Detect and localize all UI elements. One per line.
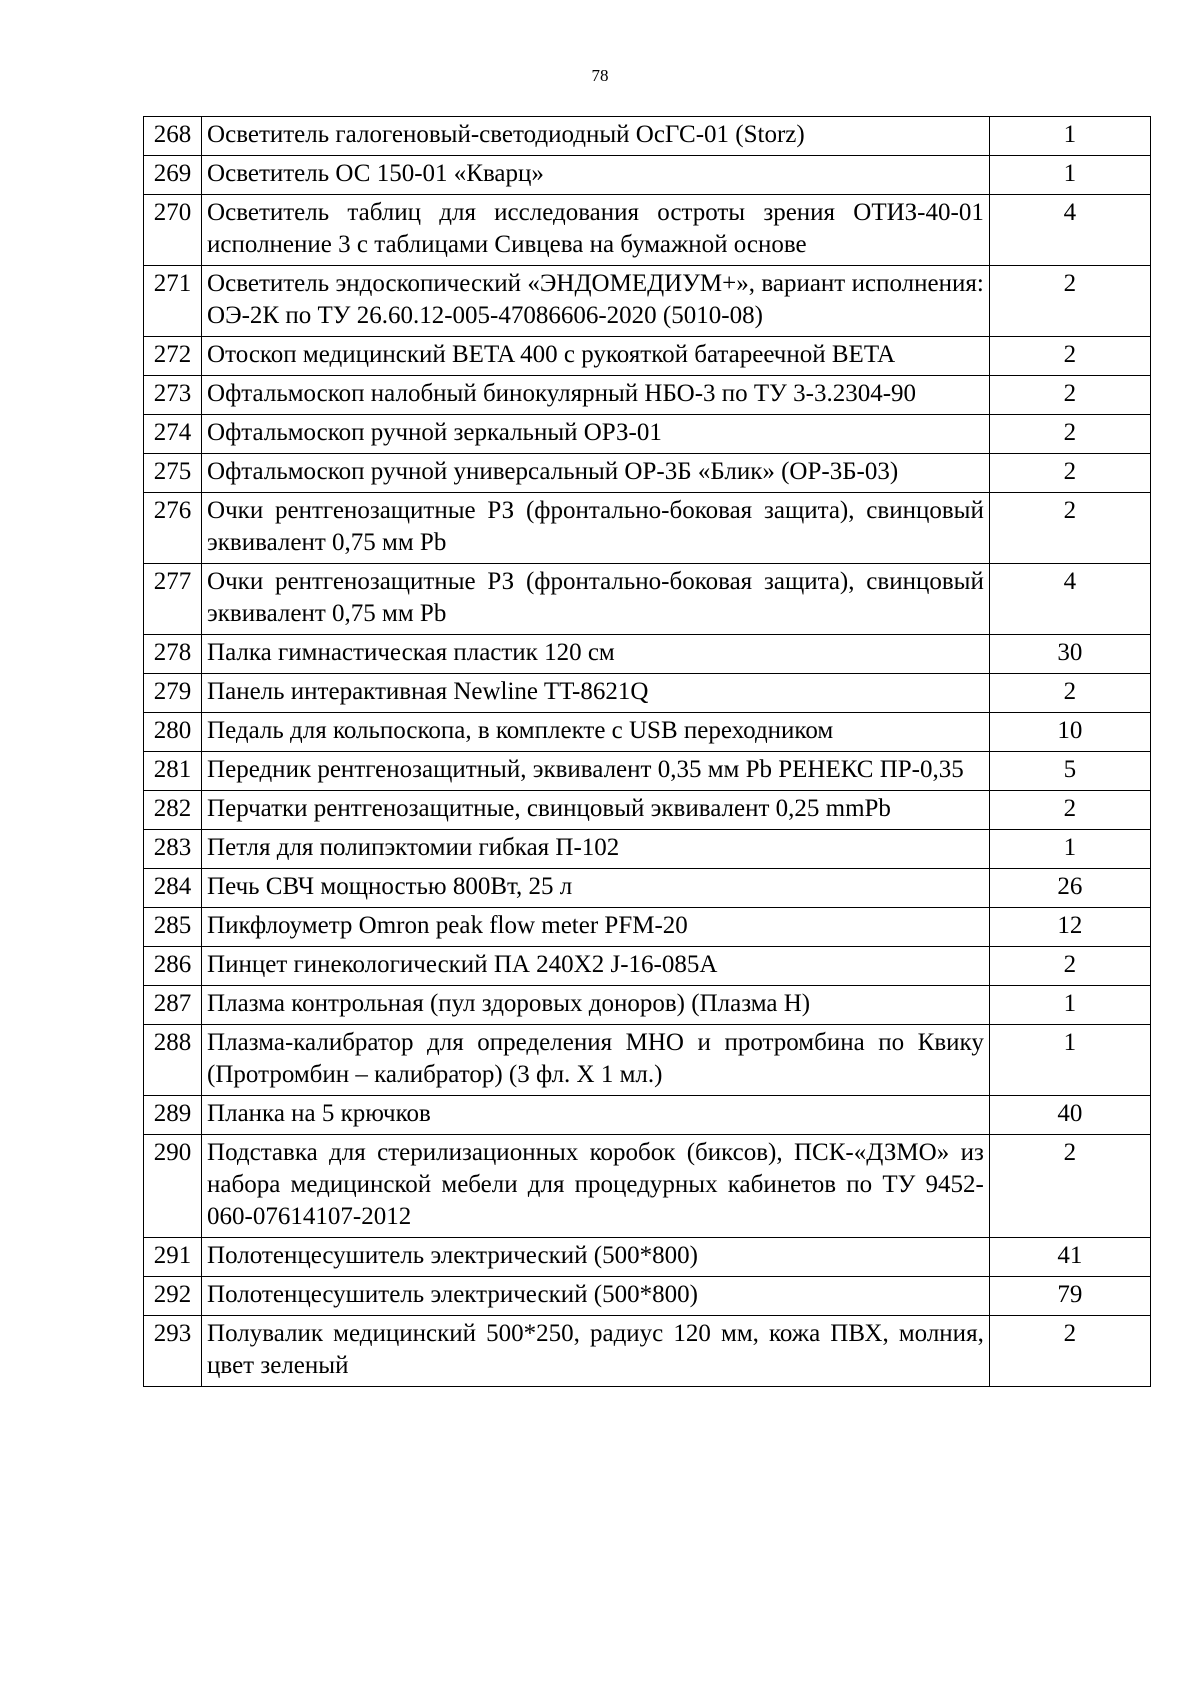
quantity-cell: 2 <box>989 674 1150 713</box>
row-number-cell: 281 <box>144 752 202 791</box>
item-name-cell: Отоскоп медицинский BETA 400 с рукояткой батареечной BETA <box>202 337 990 376</box>
item-name-cell: Перчатки рентгенозащитные, свинцовый эквивалент 0,25 mmPb <box>202 791 990 830</box>
row-number-cell: 276 <box>144 493 202 564</box>
item-name-cell: Педаль для кольпоскопа, в комплекте с USB переходником <box>202 713 990 752</box>
row-number-cell: 277 <box>144 564 202 635</box>
item-name-cell: Плазма контрольная (пул здоровых доноров) (Плазма Н) <box>202 986 990 1025</box>
quantity-cell: 12 <box>989 908 1150 947</box>
row-number-cell: 275 <box>144 454 202 493</box>
table-row <box>144 635 1151 674</box>
item-name-cell: Планка на 5 крючков <box>202 1096 990 1135</box>
table-body <box>144 117 1151 1387</box>
row-number-cell: 269 <box>144 156 202 195</box>
quantity-cell: 2 <box>989 493 1150 564</box>
item-name-cell: Плазма-калибратор для определения МНО и протромбина по Квику (Протромбин – калибратор) (3 фл. Х 1 мл.) <box>202 1025 990 1096</box>
table-row <box>144 415 1151 454</box>
table-row <box>144 195 1151 266</box>
row-number-cell: 274 <box>144 415 202 454</box>
table-row <box>144 713 1151 752</box>
item-name-cell: Печь СВЧ мощностью 800Вт, 25 л <box>202 869 990 908</box>
table-row <box>144 986 1151 1025</box>
item-name-cell: Полотенцесушитель электрический (500*800) <box>202 1277 990 1316</box>
page-number: 78 <box>591 66 609 85</box>
table-row <box>144 674 1151 713</box>
table-row <box>144 156 1151 195</box>
table-row <box>144 830 1151 869</box>
item-name-cell: Передник рентгенозащитный, эквивалент 0,35 мм Pb РЕНЕКС ПР-0,35 <box>202 752 990 791</box>
item-name-cell: Осветитель ОС 150-01 «Кварц» <box>202 156 990 195</box>
table-row <box>144 1135 1151 1238</box>
quantity-cell: 2 <box>989 791 1150 830</box>
table-row <box>144 337 1151 376</box>
item-name-cell: Очки рентгенозащитные РЗ (фронтально-боковая защита), свинцовый эквивалент 0,75 мм Pb <box>202 564 990 635</box>
item-name-cell: Полотенцесушитель электрический (500*800) <box>202 1238 990 1277</box>
quantity-cell: 5 <box>989 752 1150 791</box>
item-name-cell: Офтальмоскоп налобный бинокулярный НБО-3 по ТУ 3-3.2304-90 <box>202 376 990 415</box>
table-row <box>144 752 1151 791</box>
quantity-cell: 1 <box>989 1025 1150 1096</box>
table-row <box>144 908 1151 947</box>
item-name-cell: Палка гимнастическая пластик 120 см <box>202 635 990 674</box>
item-name-cell: Панель интерактивная Newline TT-8621Q <box>202 674 990 713</box>
equipment-table <box>143 116 1151 1387</box>
quantity-cell: 2 <box>989 1135 1150 1238</box>
row-number-cell: 278 <box>144 635 202 674</box>
item-name-cell: Офтальмоскоп ручной зеркальный ОРЗ-01 <box>202 415 990 454</box>
quantity-cell: 2 <box>989 376 1150 415</box>
quantity-cell: 1 <box>989 986 1150 1025</box>
quantity-cell: 4 <box>989 195 1150 266</box>
row-number-cell: 273 <box>144 376 202 415</box>
row-number-cell: 290 <box>144 1135 202 1238</box>
row-number-cell: 271 <box>144 266 202 337</box>
row-number-cell: 280 <box>144 713 202 752</box>
quantity-cell: 1 <box>989 830 1150 869</box>
item-name-cell: Пинцет гинекологический ПА 240Х2 J-16-085A <box>202 947 990 986</box>
table-row <box>144 791 1151 830</box>
row-number-cell: 272 <box>144 337 202 376</box>
table-row <box>144 1025 1151 1096</box>
row-number-cell: 279 <box>144 674 202 713</box>
quantity-cell: 1 <box>989 156 1150 195</box>
quantity-cell: 4 <box>989 564 1150 635</box>
row-number-cell: 287 <box>144 986 202 1025</box>
table-row <box>144 117 1151 156</box>
quantity-cell: 2 <box>989 266 1150 337</box>
table-row <box>144 1277 1151 1316</box>
table-row <box>144 947 1151 986</box>
item-name-cell: Осветитель галогеновый-светодиодный ОсГС-01 (Storz) <box>202 117 990 156</box>
table-row <box>144 376 1151 415</box>
table-row <box>144 1096 1151 1135</box>
item-name-cell: Очки рентгенозащитные РЗ (фронтально-боковая защита), свинцовый эквивалент 0,75 мм Pb <box>202 493 990 564</box>
item-name-cell: Подставка для стерилизационных коробок (биксов), ПСК-«ДЗМО» из набора медицинской мебели для процедурных кабинетов по ТУ 9452-060-07614107-2012 <box>202 1135 990 1238</box>
quantity-cell: 2 <box>989 415 1150 454</box>
table-row <box>144 493 1151 564</box>
item-name-cell: Осветитель эндоскопический «ЭНДОМЕДИУМ+», вариант исполнения: ОЭ-2К по ТУ 26.60.12-005-47086606-2020 (5010-08) <box>202 266 990 337</box>
quantity-cell: 30 <box>989 635 1150 674</box>
row-number-cell: 289 <box>144 1096 202 1135</box>
row-number-cell: 292 <box>144 1277 202 1316</box>
quantity-cell: 79 <box>989 1277 1150 1316</box>
item-name-cell: Полувалик медицинский 500*250, радиус 120 мм, кожа ПВХ, молния, цвет зеленый <box>202 1316 990 1387</box>
row-number-cell: 283 <box>144 830 202 869</box>
table-row <box>144 869 1151 908</box>
item-name-cell: Осветитель таблиц для исследования остроты зрения ОТИЗ-40-01 исполнение 3 с таблицами Сивцева на бумажной основе <box>202 195 990 266</box>
quantity-cell: 2 <box>989 454 1150 493</box>
row-number-cell: 268 <box>144 117 202 156</box>
table-row <box>144 564 1151 635</box>
quantity-cell: 2 <box>989 337 1150 376</box>
item-name-cell: Петля для полипэктомии гибкая П-102 <box>202 830 990 869</box>
row-number-cell: 270 <box>144 195 202 266</box>
table-row <box>144 266 1151 337</box>
quantity-cell: 41 <box>989 1238 1150 1277</box>
table-row <box>144 1238 1151 1277</box>
quantity-cell: 2 <box>989 947 1150 986</box>
quantity-cell: 2 <box>989 1316 1150 1387</box>
quantity-cell: 26 <box>989 869 1150 908</box>
row-number-cell: 291 <box>144 1238 202 1277</box>
row-number-cell: 285 <box>144 908 202 947</box>
row-number-cell: 282 <box>144 791 202 830</box>
row-number-cell: 286 <box>144 947 202 986</box>
quantity-cell: 1 <box>989 117 1150 156</box>
quantity-cell: 40 <box>989 1096 1150 1135</box>
table-row <box>144 454 1151 493</box>
item-name-cell: Офтальмоскоп ручной универсальный ОР-3Б «Блик» (ОР-3Б-03) <box>202 454 990 493</box>
row-number-cell: 284 <box>144 869 202 908</box>
row-number-cell: 288 <box>144 1025 202 1096</box>
quantity-cell: 10 <box>989 713 1150 752</box>
row-number-cell: 293 <box>144 1316 202 1387</box>
item-name-cell: Пикфлоуметр Omron peak flow meter PFM-20 <box>202 908 990 947</box>
table-row <box>144 1316 1151 1387</box>
